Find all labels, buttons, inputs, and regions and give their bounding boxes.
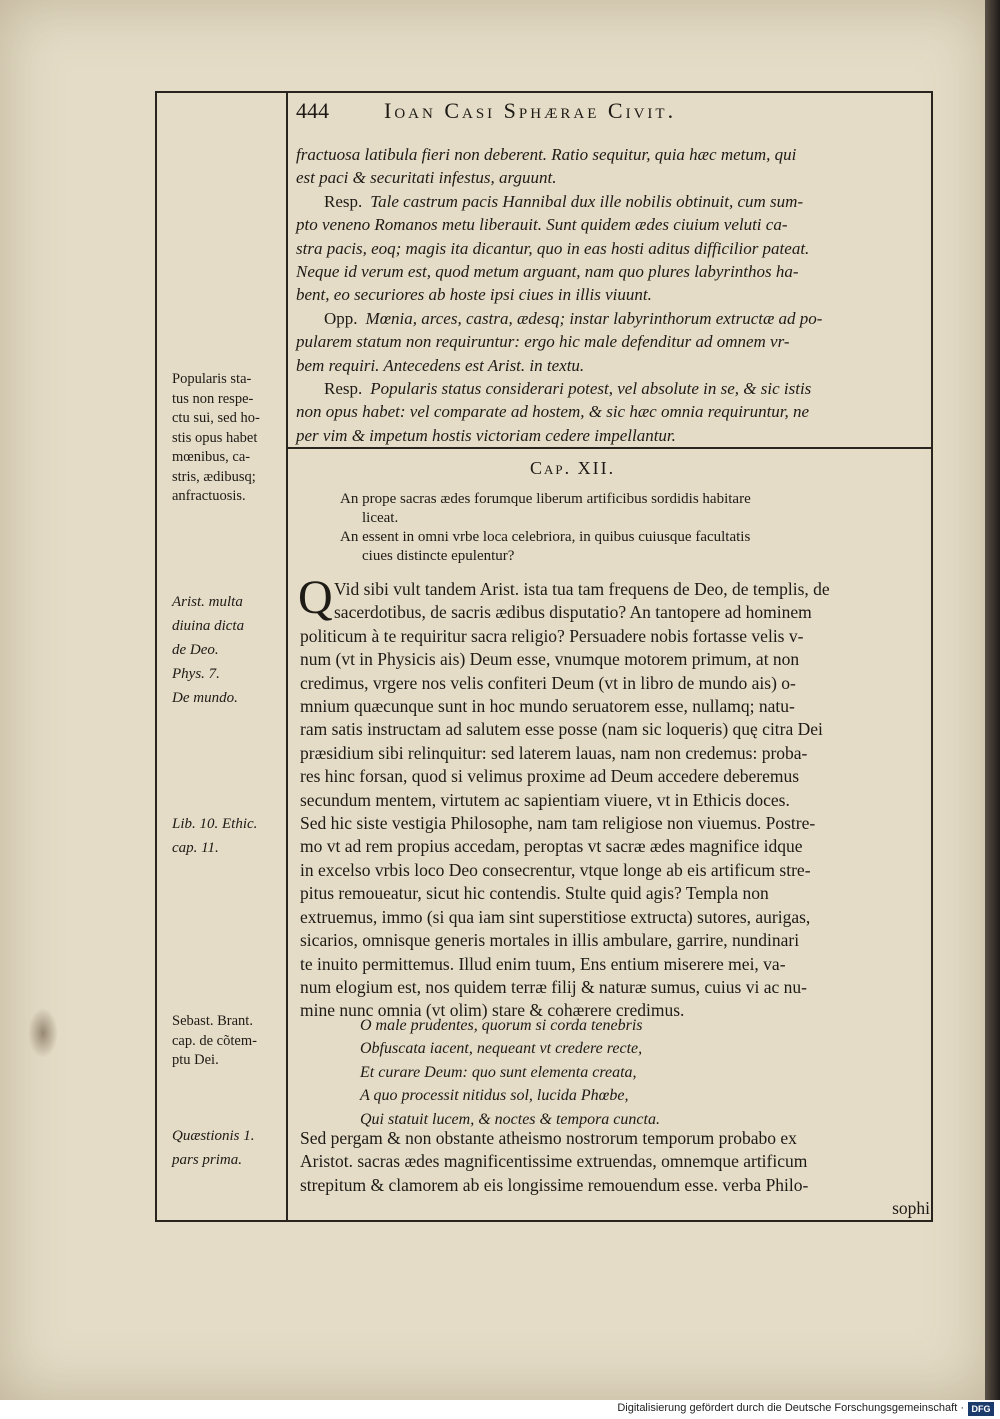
top-text-block [296,143,926,447]
question-line: An essent in omni vrbe loca celebriora, in quibus cuiusque facultatis [340,529,751,545]
main-text-block [300,578,930,1023]
header-rule [155,91,933,93]
closing-text-block [300,1127,930,1221]
page-edge [985,0,1000,1400]
text-line: num elogium est, nos quidem terræ filij & naturæ sumus, cuius vi ac nu- [300,976,807,997]
dfg-logo: DFG [968,1402,994,1416]
objection-label: Opp. [324,308,358,328]
right-frame-rule [931,91,933,1222]
text-line: strepitum & clamorem ab eis longissime remouendum esse. verba Philo- [300,1174,809,1195]
margin-note-line: cap. 11. [172,840,219,856]
margin-note-line: pars prima. [172,1152,243,1168]
margin-note-line: ptu Dei. [172,1052,219,1068]
verse-line: O male prudentes, quorum si corda tenebris [360,1017,643,1034]
text-line: ram satis instructam ad salutem esse posse (nam sic loqueris) quę citra Dei [300,719,823,740]
margin-note-popularis [172,370,284,507]
catchword: sophi [892,1198,930,1219]
text-line: pularem statum non requiruntur: ergo hic male defenditur ad omnem vr- [296,332,790,352]
question-line: An prope sacras ædes forumque liberum artificibus sordidis habitare [340,491,751,507]
margin-note-brant [172,1012,284,1071]
text-line: non opus habet: vel comparate ad hostem, & sic hæc omnia requiruntur, ne [296,402,810,422]
text-line: est paci & securitati infestus, arguunt. [296,168,557,188]
text-line: Neque id verum est, quod metum arguant, nam quo plures labyrinthos ha- [296,262,799,282]
text-line: Popularis status considerari potest, vel absolute in se, & sic istis [370,379,812,399]
verse-line: Et curare Deum: quo sunt elementa creata, [360,1063,637,1081]
text-line: Aristot. sacras ædes magnificentissime extruendas, omnemque artificum [300,1151,808,1172]
margin-note-line: diuina dicta [172,618,245,634]
text-line: politicum à te requiritur sacra religio? Persuadere nobis fortasse velis v- [300,625,804,646]
margin-note-line: cap. de cõtem- [172,1032,257,1049]
margin-note-line: Arist. multa [172,594,243,610]
verse-line: Qui statuit lucem, & noctes & tempora cuncta. [360,1110,660,1128]
text-line: Mœnia, arces, castra, ædesq; instar labyrinthorum extructæ ad po- [365,308,823,328]
text-line: fractuosa latibula fieri non deberent. Ratio sequitur, quia hæc metum, qui [296,145,797,164]
verse-line: A quo processit nitidus sol, lucida Phœbe, [360,1087,629,1105]
chapter-questions [340,490,751,566]
margin-note-line: stris, ædibusq; [172,468,256,485]
margin-note-line: stis opus habet [172,429,258,446]
margin-note-arist [172,590,284,710]
text-line: stra pacis, eoq; magis ita dicantur, quo in eas hosti aditus difficilior pateat. [296,238,810,258]
text-line: præsidium sibi relinquitur: sed laterem lauas, nam non credemus: proba- [300,742,808,763]
text-line: mo vt ad rem propius accedam, peroptas vt sacræ ædes magnifice idque [300,836,803,857]
chapter-heading: Cap. XII. [530,458,616,478]
response-paragraph [296,377,926,400]
margin-note-line: Lib. 10. Ethic. [172,816,258,832]
text-line: secundum mentem, virtutem ac sapientiam viuere, vt in Ethicis doces. [300,789,790,810]
text-line: sicarios, omnisque generis mortales in illis ambulare, garrire, nundinari [300,930,800,951]
margin-note-line: Phys. 7. [172,666,220,682]
left-frame-rule [155,91,157,1222]
text-line: Vid sibi vult tandem Arist. ista tua tam frequens de Deo, de templis, de [334,579,830,599]
page-number: 444 [296,98,329,123]
text-line: num (vt in Physicis ais) Deum esse, vnumque motorem primum, at non [300,649,800,670]
text-line: mine nunc omnia (vt olim) stare & cohærere credimus. [300,1000,685,1021]
column-divider-rule [286,91,288,1222]
margin-note-line: ctu sui, sed ho- [172,410,260,426]
text-line: bem requiri. Antecedens est Arist. in textu. [296,355,585,375]
objection-paragraph [296,307,926,330]
margin-note-line: mœnibus, ca- [172,449,251,465]
text-line: te inuito permittemus. Illud enim tuum, Ens entium miserere mei, va- [300,953,786,974]
running-title: Ioan Casi Sphærae Civit. [384,98,677,123]
text-line: per vim & impetum hostis victoriam cedere impellantur. [296,425,676,445]
margin-note-line: de Deo. [172,642,219,658]
margin-note-line: Sebast. Brant. [172,1013,253,1029]
margin-note-line: anfractuosis. [172,488,246,504]
text-line: bent, eo securiores ab hoste ipsi ciues in illis viuunt. [296,285,652,305]
drop-capital: Q [298,571,333,624]
text-line: sacerdotibus, de sacris ædibus disputatio? An tantopere ad hominem [334,602,812,623]
text-line: in excelso vrbis loco Deo consecrentur, vtque longe ab eis artificum stre- [300,859,811,880]
text-line: Sed hic siste vestigia Philosophe, nam tam religiose non viuemus. Postre- [300,813,816,834]
text-line: Tale castrum pacis Hannibal dux ille nobilis obtinuit, cum sum- [370,191,804,211]
margin-note-quaestionis [172,1124,284,1172]
chapter-rule [288,447,931,449]
text-line: mnium quæcunque sunt in hoc mundo seruatorem esse, nullamq; natu- [300,696,795,717]
margin-note-line: Quæstionis 1. [172,1128,255,1144]
text-line: extruemus, immo (si qua iam sint superstitiose extructa) sutores, aurigas, [300,906,811,927]
response-label: Resp. [324,191,363,211]
margin-note-ethic [172,812,284,860]
text-line: pitus remoueatur, sicut hic contendis. Stulte quid agis? Templa non [300,883,769,904]
verse-quotation [360,1014,660,1131]
text-line: credimus, vrgere nos velis confiteri Deum (vt in libro de mundo ais) o- [300,672,796,693]
margin-note-line: tus non respe- [172,390,254,407]
text-line: pto veneno Romanos metu liberauit. Sunt quidem ædes ciuium veluti ca- [296,215,788,235]
funding-credit: Digitalisierung gefördert durch die Deutsche Forschungsgemeinschaft · [617,1402,964,1414]
margin-note-line: De mundo. [172,690,238,706]
verse-line: Obfuscata iacent, nequeant vt credere recte, [360,1040,643,1058]
margin-note-line: Popularis sta- [172,371,252,387]
response-paragraph [296,190,926,213]
response-label: Resp. [324,379,363,399]
paper-stain [28,1008,58,1058]
question-line: ciues distincte epulentur? [362,548,515,564]
text-line: res hinc forsan, quod si velimus proxime ad Deum accedere deberemus [300,766,800,787]
text-line: Sed pergam & non obstante atheismo nostrorum temporum probabo ex [300,1128,797,1148]
question-line: liceat. [362,510,399,526]
